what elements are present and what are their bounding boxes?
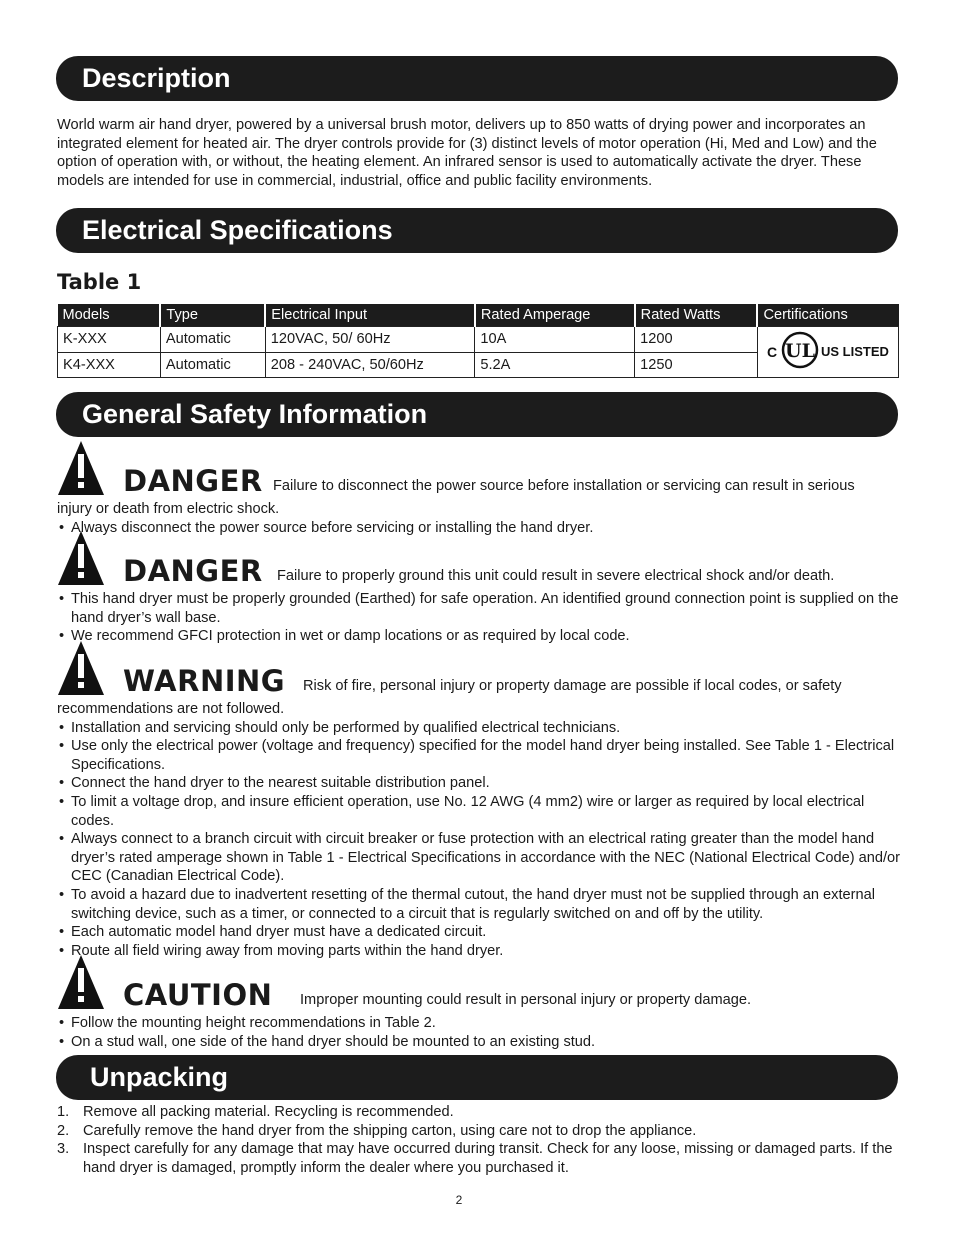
col-header: Rated Watts [635,304,758,327]
hazard-signal-word: CAUTION [123,978,273,1012]
col-header: Rated Amperage [475,304,635,327]
cell-watts: 1200 [635,327,758,353]
cell-model: K-XXX [58,327,161,353]
step-number: 3. [57,1141,70,1158]
cell-input: 120VAC, 50/ 60Hz [265,327,475,353]
hazard-block [57,954,903,1051]
bullet-item: • Each automatic model hand dryer must have a dedicated circuit. [57,923,903,942]
step-text: Inspect carefully for any damage that may have occurred during transit. Check for any loose, missing or damaged parts. If the hand dryer is damaged, promptly inform the dealer where you purchased it. [83,1141,893,1176]
ul-listed-logo [764,329,892,371]
table-row [58,327,899,353]
warning-triangle-icon [57,640,105,696]
step-number: 1. [57,1104,70,1120]
table-title: Table 1 [57,270,142,294]
electrical-heading: Electrical Specifications [56,208,898,253]
col-header: Models [58,304,161,327]
list-item [57,1103,903,1122]
warning-triangle-icon [57,530,105,586]
svg-text:C: C [766,344,778,360]
bullet-item: • To avoid a hazard due to inadvertent resetting of the thermal cutout, the hand dryer must not be supplied through an external switching device, such as a timer, or connected to a circuit that is regularly switched on and off by the utility. [57,886,903,923]
hazard-block [57,640,903,960]
description-heading: Description [56,56,898,101]
bullet-item: • To limit a voltage drop, and insure efficient operation, use No. 12 AWG (4 mm2) wire or larger as required by local electrical codes. [57,793,903,830]
bullet-item: • Use only the electrical power (voltage and frequency) specified for the model hand dryer being installed. See Table 1 - Electrical Specifications. [57,737,903,774]
hazard-signal-word: DANGER [123,464,263,498]
bullet-item: • Connect the hand dryer to the nearest suitable distribution panel. [57,774,903,793]
svg-text:UL: UL [785,340,815,362]
bullet-item: • On a stud wall, one side of the hand dryer should be mounted to an existing stud. [57,1033,903,1052]
list-item [57,1122,903,1141]
cell-model: K4-XXX [58,352,161,378]
bullet-item: • Installation and servicing should only be performed by qualified electrical technicians. [57,719,903,738]
bullet-item: • This hand dryer must be properly grounded (Earthed) for safe operation. An identified ground connection point is supplied on the hand dryer’s wall base. [57,590,903,627]
description-text: World warm air hand dryer, powered by a universal brush motor, delivers up to 850 watts of drying power and incorporates an integrated element for heated air. The dryer controls provide for (3) distinct levels of motor operation (Hi, Med and Low) and the option of operation with, or without, the heating element. An infrared sensor is used to automatically activate the dryer. These models are intended for use in commercial, industrial, office and public facility environments. [57,117,877,189]
hazard-signal-word: DANGER [123,554,263,588]
cell-input: 208 - 240VAC, 50/60Hz [265,352,475,378]
electrical-spec-table [57,304,899,378]
hazard-message: Failure to disconnect the power source before installation or servicing can result in serious [273,478,855,494]
step-text: Remove all packing material. Recycling is recommended. [83,1104,454,1120]
col-header: Type [160,304,265,327]
cell-amperage: 5.2A [475,352,635,378]
unpacking-heading: Unpacking [56,1055,898,1100]
col-header: Electrical Input [265,304,475,327]
cell-watts: 1250 [635,352,758,378]
unpacking-steps [57,1103,903,1177]
cell-type: Automatic [160,352,265,378]
warning-triangle-icon [57,440,105,496]
step-number: 2. [57,1122,70,1139]
col-header: Certifications [757,304,898,327]
bullet-item: • Always disconnect the power source before servicing or installing the hand dryer. [57,519,903,538]
hazard-block [57,530,903,646]
bullet-item: • Follow the mounting height recommendations in Table 2. [57,1014,903,1033]
hazard-message: Improper mounting could result in personal injury or property damage. [300,992,752,1008]
warning-triangle-icon [57,954,105,1010]
cell-amperage: 10A [475,327,635,353]
bullet-item: • We recommend GFCI protection in wet or damp locations or as required by local code. [57,627,903,646]
page-number: 2 [455,1193,463,1207]
step-text: Carefully remove the hand dryer from the shipping carton, using care not to drop the appliance. [83,1122,697,1139]
hazard-continuation: injury or death from electric shock. [57,501,280,517]
hazard-signal-word: WARNING [123,664,286,698]
safety-heading: General Safety Information [56,392,898,437]
hazard-block [57,440,903,537]
hazard-message: Risk of fire, personal injury or property damage are possible if local codes, or safety [303,678,842,694]
hazard-message: Failure to properly ground this unit could result in severe electrical shock and/or death. [277,568,835,584]
bullet-item: • Always connect to a branch circuit with circuit breaker or fuse protection with an electrical rating greater than the model hand dryer’s rated amperage shown in Table 1 - Electrical Specifications in accordance with the NEC (National Electrical Code) and/or CEC (Canadian Electrical Code). [57,830,903,886]
cell-type: Automatic [160,327,265,353]
svg-text:US LISTED: US LISTED [820,344,889,359]
bullet-item: • Route all field wiring away from moving parts within the hand dryer. [57,942,903,961]
list-item [57,1140,903,1177]
certification-cell [757,327,898,378]
hazard-continuation: recommendations are not followed. [57,701,285,717]
